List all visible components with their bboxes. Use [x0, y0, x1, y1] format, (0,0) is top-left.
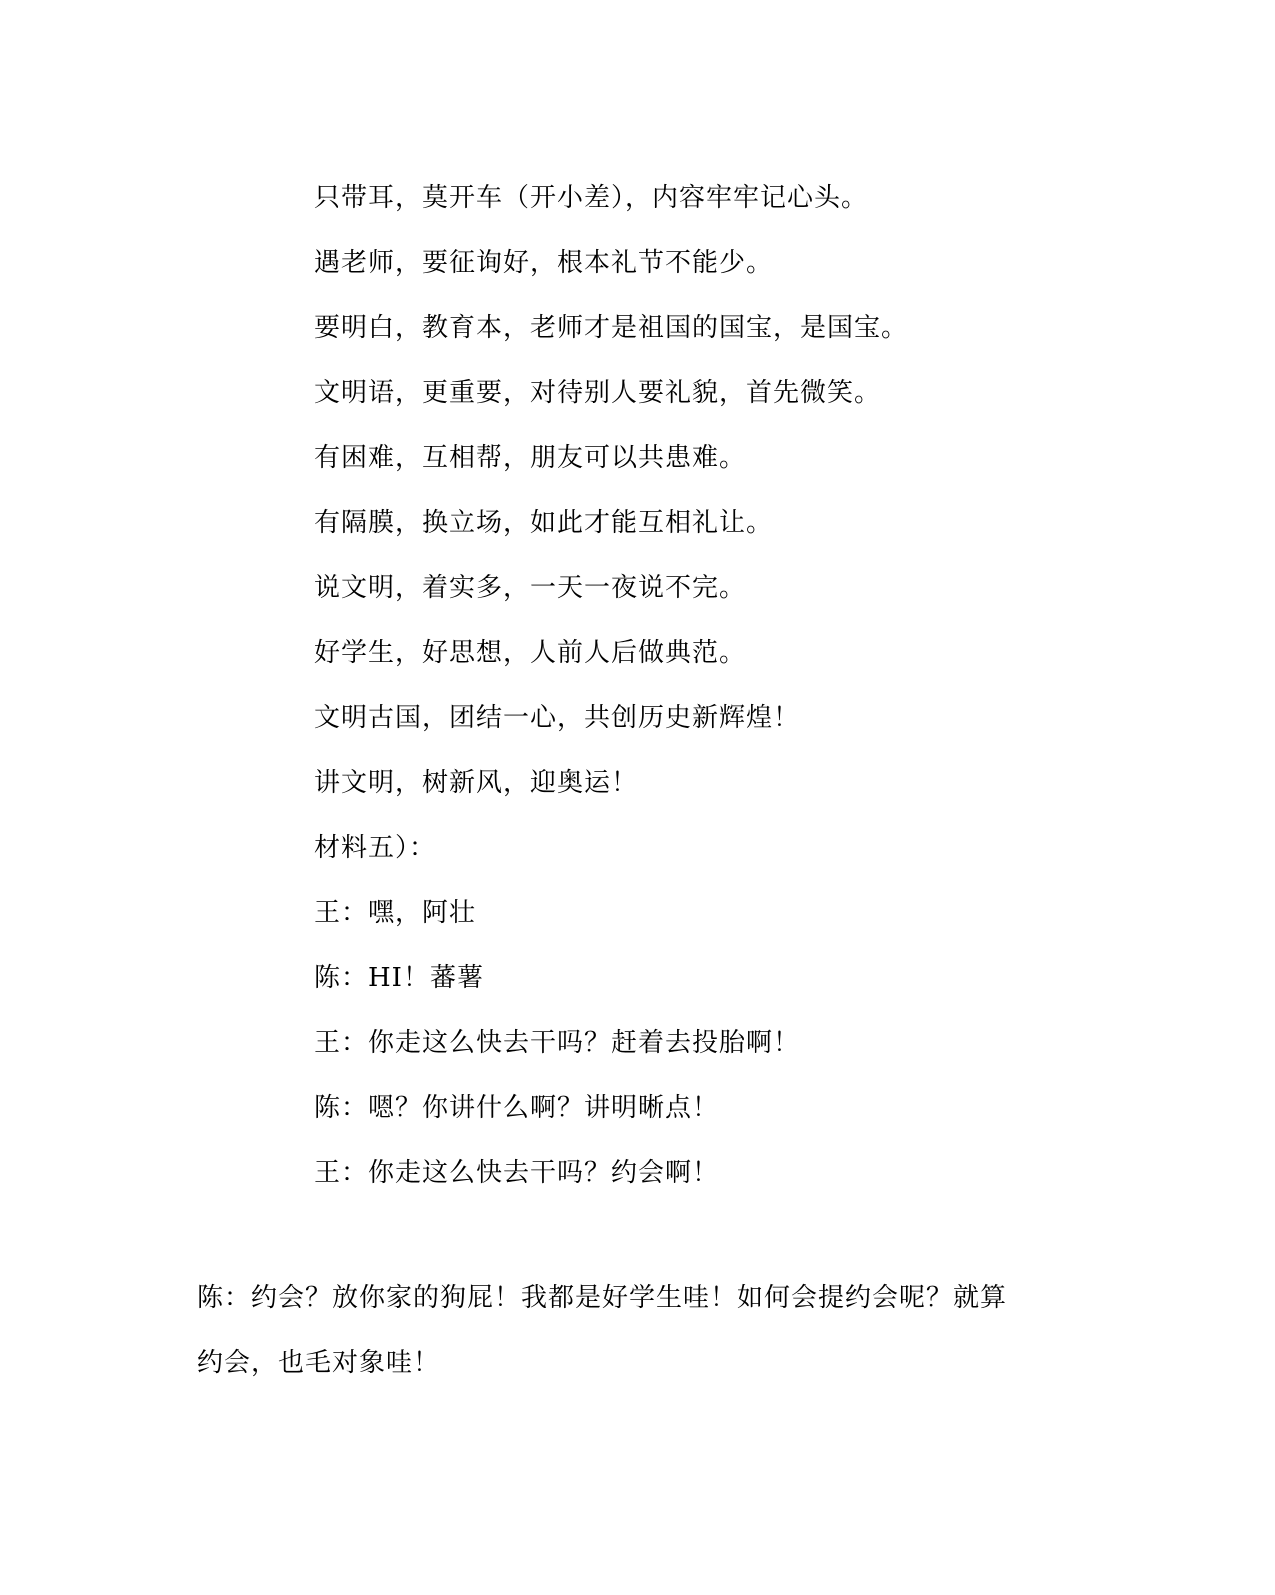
text-line: 说文明，着实多，一天一夜说不完。 — [314, 573, 747, 603]
indented-text-block — [314, 166, 1134, 1206]
dialogue-line: 陈：HI！蕃薯 — [314, 963, 484, 993]
dialogue-line: 王：你走这么快去干吗？赶着去投胎啊！ — [314, 1028, 801, 1058]
text-line: 讲文明，树新风，迎奥运！ — [314, 768, 639, 798]
text-line: 遇老师，要征询好，根本礼节不能少。 — [314, 248, 774, 278]
dialogue-line: 陈：嗯？你讲什么啊？讲明晰点！ — [314, 1093, 720, 1123]
text-line: 文明古国，团结一心，共创历史新辉煌！ — [314, 703, 801, 733]
dialogue-line: 王：嘿，阿壮 — [314, 898, 477, 928]
dialogue-paragraph — [197, 1266, 1087, 1396]
text-line: 有困难，互相帮，朋友可以共患难。 — [314, 443, 747, 473]
text-line: 文明语，更重要，对待别人要礼貌，首先微笑。 — [314, 378, 882, 408]
text-line: 有隔膜，换立场，如此才能互相礼让。 — [314, 508, 774, 538]
text-line: 好学生，好思想，人前人后做典范。 — [314, 638, 747, 668]
dialogue-line: 王：你走这么快去干吗？约会啊！ — [314, 1158, 720, 1188]
text-line: 只带耳，莫开车（开小差），内容牢牢记心头。 — [314, 183, 869, 213]
paragraph-line: 约会，也毛对象哇！ — [197, 1348, 441, 1378]
text-line: 要明白，教育本，老师才是祖国的国宝，是国宝。 — [314, 313, 909, 343]
paragraph-line: 陈：约会？放你家的狗屁！我都是好学生哇！如何会提约会呢？就算 — [197, 1283, 1008, 1313]
section-label: 材料五）： — [314, 833, 437, 863]
